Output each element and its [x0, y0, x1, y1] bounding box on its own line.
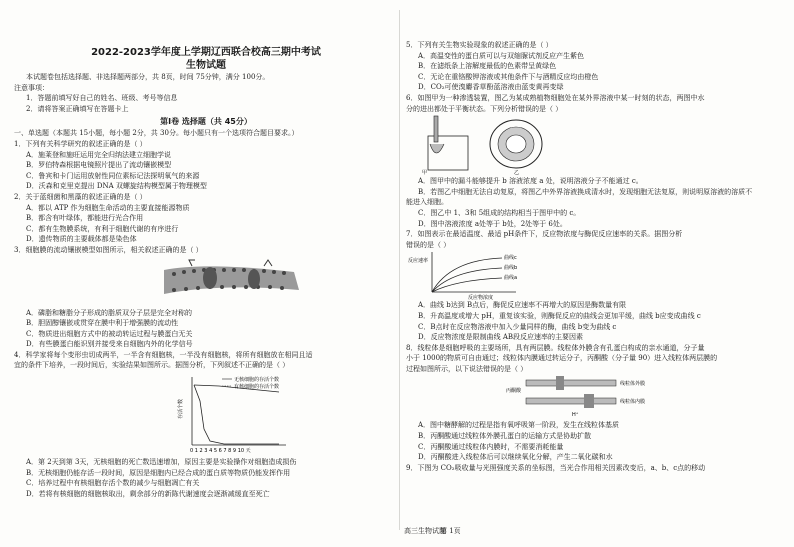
- chart-x-ticks: 0 1 2 3 4 5 6 7 8 9 10 天: [190, 448, 251, 455]
- question-line: A．第 2天到第 3天，无核细胞的死亡数迅速增加，原因主要是实验操作对细胞造成损伤: [26, 458, 297, 467]
- label-curve-c: 曲线c: [504, 255, 517, 262]
- question-line: 3．细胞膜的流动镶嵌模型如图所示，相关叙述正确的是（ ）: [14, 245, 203, 254]
- mito-diagram: [406, 374, 784, 420]
- question-line: B．胆固醇镶嵌或贯穿在膜中利于增强膜的流动性: [26, 319, 179, 328]
- osmosis-diagram: [406, 114, 784, 176]
- exam-title: 2022-2023学年度上学期辽西联合校高三期中考试: [91, 47, 321, 58]
- question-line: D．图中溶液浓度 a处等于 b处，2处等于 6处。: [418, 219, 567, 228]
- question-line: D．CO₂可使溴麝香草酚蓝溶液由蓝变黄再变绿: [418, 83, 564, 92]
- question-line: A．都以 ATP 作为细胞生命活动的主要直接能源物质: [26, 203, 190, 212]
- question-line: B．在滤纸条上溶解度最低的色素带呈黄绿色: [418, 62, 557, 71]
- question-line: 2．关于蓝细菌和黑藻的叙述正确的是（ ）: [14, 192, 147, 201]
- question-line: C．丙酮酸通过线粒体内膜时，不需要消耗能量: [418, 442, 564, 451]
- question-line: B．都含有叶绿体，都能进行光合作用: [26, 214, 144, 223]
- question-line: 7．如图表示在最适温度、最适 pH条件下，反应物浓度与酶促反应速率的关系。据图分析: [406, 230, 683, 239]
- membrane-diagram: [14, 256, 398, 308]
- question-line: 过程如图所示，以下说法错误的是（ ）: [406, 364, 528, 373]
- svg-text:甲: 甲: [422, 170, 428, 177]
- question-line: 错误的是（ ）: [406, 240, 451, 249]
- legend-nucleated: 有核细胞的存活个数: [234, 384, 280, 391]
- anucleate-line: [194, 385, 279, 444]
- question-line: D．沃森和克里克提出 DNA 双螺旋结构模型属于物理模型: [26, 182, 207, 191]
- legend-anucleate: 无核细胞的存活个数: [234, 377, 280, 384]
- question-line: 9．下图为 CO₂吸收量与光照强度关系的坐标图，当光合作用相关因素改变后，a、b、c点的移动: [406, 463, 706, 472]
- mito-outer: 线粒体外膜: [620, 381, 646, 388]
- question-line: A．施莱登和施旺运用完全归纳法建立细胞学说: [26, 150, 172, 159]
- question-line: 6．如图甲为一种渗透装置，图乙为某成熟植物细胞处在某外界溶液中某一时刻的状态，两图中水: [406, 93, 705, 102]
- question-line: 小于 1000的物质可自由通过；线粒体内膜通过转运分子，丙酮酸（分子量 90）进入线粒体两层膜的: [406, 354, 718, 363]
- question-line: 宜的条件下培养，一段时间后，实验结果如图所示。据图分析，下列叙述不正确的是（ ）: [14, 361, 290, 370]
- label-curve-b: 曲线b: [504, 265, 518, 272]
- enzyme-y-label: 反应速率: [408, 258, 429, 265]
- section-instruction: 一、单选题（本题共 15小题，每小题 2分，共 30分。每小题只有一个选项符合题目要求。）: [14, 129, 299, 138]
- question-line: 能进入细胞。: [406, 198, 448, 207]
- curve-a: [432, 278, 502, 292]
- question-line: D．若将有核细胞的细胞核取出，剩余部分的新陈代谢速度会逐渐减缓直至死亡: [26, 489, 270, 498]
- footer-page: 第 1页: [440, 527, 461, 535]
- right-column: [406, 40, 784, 473]
- exam-subject: 生物试题: [186, 60, 226, 71]
- question-line: 4．科学家将每个变形虫切成两半，一半含有细胞核，一半没有细胞核，将所有细胞放在相同且适: [14, 350, 313, 359]
- question-line: 5．下列有关生物实验现象的叙述正确的是（ ）: [406, 41, 553, 49]
- question-line: B．升高温度或增大 pH，重复该实验，则酶促反应的曲线会更加平缓，曲线 b应变成曲线 c: [418, 311, 701, 320]
- curve-c: [432, 258, 502, 292]
- question-line: C．都有生物膜系统，有利于细胞代谢的有序进行: [26, 224, 179, 233]
- intro-line: 注意事项：: [14, 83, 49, 92]
- enzyme-figure: [406, 250, 784, 300]
- membrane-figure: [14, 256, 398, 308]
- question-line: D．反应物浓度是限制曲线 AB段反应速率的主要因素: [418, 333, 584, 342]
- left-column: [14, 0, 398, 499]
- question-line: B．罗伯特森根据电镜照片提出了流动镶嵌模型: [26, 161, 172, 170]
- intro-line: 1．答题前填写好自己的姓名、班级、考号等信息: [26, 94, 178, 103]
- mito-figure: [406, 374, 784, 420]
- osmosis-figure: [406, 114, 784, 176]
- question-line: A．图中糖酵解的过程是指有氧呼吸第一阶段，发生在线粒体基质: [418, 421, 620, 430]
- question-line: C．物质进出细胞方式中的被动转运过程与膜蛋白无关: [26, 329, 193, 338]
- question-line: B．丙酮酸通过线粒体外膜孔蛋白的运输方式是协助扩散: [418, 432, 592, 441]
- section-title: 第Ⅰ卷 选择题（共 45分）: [160, 117, 252, 127]
- question-line: A．曲线 b达到 B点后，酶促反应速率不再增大的原因是酶数量有限: [418, 301, 627, 310]
- question-line: B．若图乙中细胞无法自动复原，将图乙中外界溶液换成清水时，发现细胞无法复原，则说明原溶液的溶质不: [418, 187, 753, 196]
- question-line: C．无论在重铬酸钾溶液或其他条件下与酒精反应均由橙色: [418, 72, 599, 81]
- survival-chart-svg: [14, 371, 398, 457]
- question-line: 分的进出都处于平衡状态。下列分析错误的是（ ）: [406, 104, 563, 113]
- mito-inner: 线粒体内膜: [620, 399, 646, 406]
- question-line: C．培养过程中有核细胞存活个数的减少与细胞凋亡有关: [26, 479, 200, 488]
- question-line: D．有些膜蛋白能识别并接受来自细胞内外的化学信号: [26, 340, 193, 349]
- question-line: B．无核细胞仍能存活一段时间，原因是细胞内已经合成的蛋白质等物质仍能发挥作用: [26, 468, 291, 477]
- question-line: A．磷脂和糖脂分子形成的脂质双分子层是完全对称的: [26, 308, 193, 317]
- label-curve-a: 曲线a: [504, 275, 518, 282]
- enzyme-x-label: 反应物浓度: [468, 295, 494, 301]
- question-line: C．B点时在反应物溶液中加入少量同样的酶，曲线 b变为曲线 c: [418, 322, 617, 331]
- svg-text:乙: 乙: [514, 170, 520, 177]
- enzyme-chart: [406, 250, 784, 300]
- curve-b: [432, 268, 502, 292]
- intro-line: 2．请将答案正确填写在答题卡上: [26, 104, 129, 113]
- mito-pyruvate: 丙酮酸: [506, 388, 522, 395]
- survival-chart: [14, 371, 398, 457]
- mito-proton: H⁺: [572, 412, 579, 419]
- intro-line: 本试题卷包括选择题、非选择题两部分，共 8页，时间 75分钟，满分 100分。: [26, 73, 270, 81]
- question-line: D．遗传物质的主要载体都是染色体: [26, 235, 137, 244]
- question-line: 1．下列有关科学研究的叙述正确的是（ ）: [14, 139, 147, 148]
- question-line: 8．线粒体是细胞呼吸的主要场所，具有两层膜。线粒体外膜含有孔蛋白构成的亲水通道，分子量: [406, 343, 705, 352]
- fold-line: [399, 10, 400, 530]
- question-line: C．鲁宾和卡门运用放射性同位素标记法探明氧气的来源: [26, 171, 200, 180]
- question-line: D．丙酮酸进入线粒体后可以继续氧化分解，产生二氧化碳和水: [418, 453, 613, 462]
- footer-subject: 高三生物试题: [404, 527, 446, 535]
- question-line: A．图甲中的漏斗能够提升 b 溶液浓度 a 处，说明溶液分子不能通过 c。: [418, 177, 643, 186]
- question-line: A．高温变性的蛋白质可以与双缩脲试剂反应产生紫色: [418, 51, 585, 60]
- question-line: C．图乙中 1、3和 5组成的结构相当于图甲中的 c。: [418, 208, 581, 217]
- chart-y-label: 存活个数: [178, 399, 184, 420]
